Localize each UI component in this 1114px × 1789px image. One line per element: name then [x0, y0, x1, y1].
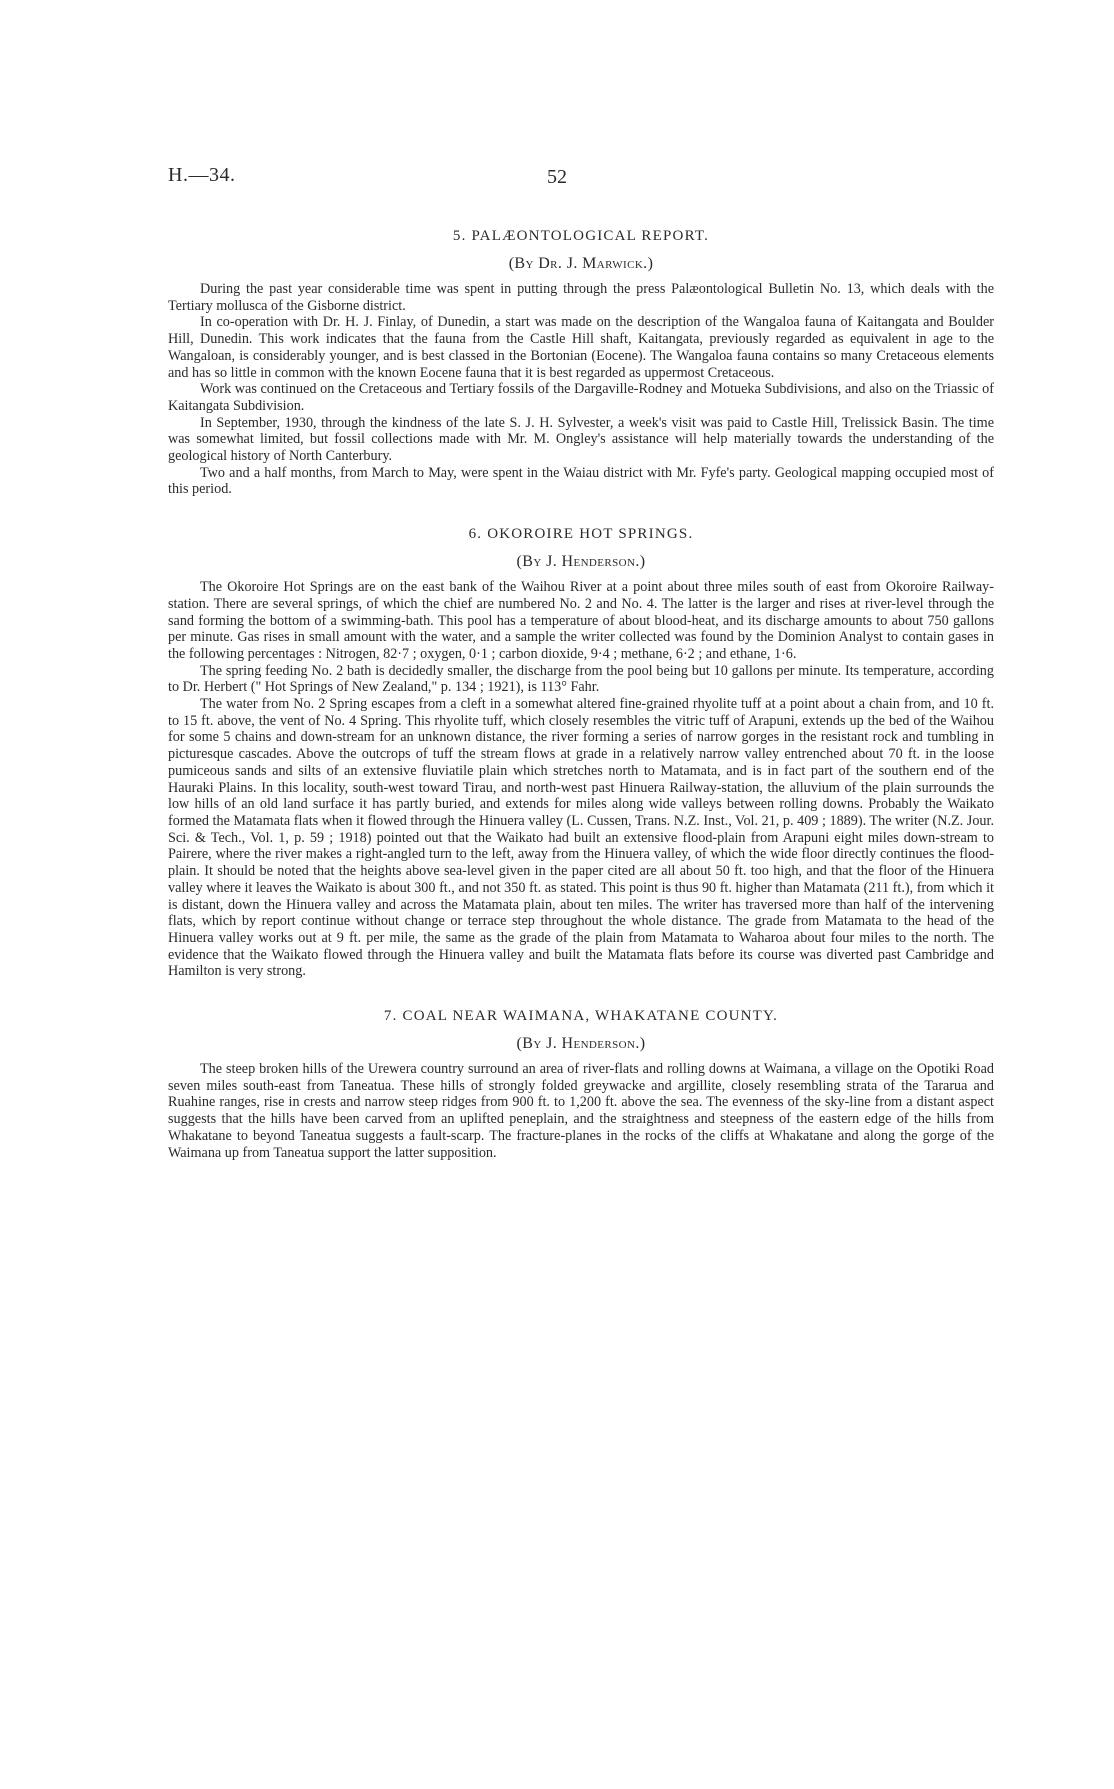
page-header — [0, 164, 1114, 194]
section-title: 6. OKOROIRE HOT SPRINGS. — [468, 526, 694, 543]
paragraph: The steep broken hills of the Urewera country surround an area of river-flats and rolling downs at Waimana, a village on the Opotiki Road seven miles south-east from Taneatua. These hills of strongly folded greywacke and argillite, closely resembling strata of the Tararua and Ruahine ranges, rise in crests and narrow steep ridges from 900 ft. to 1,200 ft. above the sea. The evenness of the sky-line from a distant aspect suggests that the hills have been carved from an uplifted peneplain, and the straightness and steepness of the eastern edge of the hills from Whakatane to beyond Taneatua suggests a fault-scarp. The fracture-planes in the rocks of the cliffs at Whakatane and along the gorge of the Waimana up from Taneatua support the latter supposition. — [168, 1061, 994, 1161]
section-author: (By Dr. J. Marwick.) — [508, 255, 654, 272]
page-body — [168, 228, 994, 1189]
section-okoroire-hot-springs — [168, 526, 994, 980]
section-author: (By J. Henderson.) — [516, 1035, 646, 1053]
section-title: 7. COAL NEAR WAIMANA, WHAKATANE COUNTY. — [383, 1008, 779, 1025]
paragraph: Work was continued on the Cretaceous and Tertiary fossils of the Dargaville-Rodney and Motueka Subdivisions, and also on the Triassic of Kaitangata Subdivision. — [168, 381, 994, 414]
paragraph: Two and a half months, from March to May, were spent in the Waiau district with Mr. Fyfe's party. Geological mapping occupied most of this period. — [168, 464, 994, 498]
paragraph: During the past year considerable time was spent in putting through the press Palæontological Bulletin No. 13, which deals with the Tertiary mollusca of the Gisborne district. — [168, 281, 994, 314]
page-number: 52 — [547, 166, 567, 188]
paragraph: In co-operation with Dr. H. J. Finlay, of Dunedin, a start was made on the description of the Wangaloa fauna of Kaitangata and Boulder Hill, Dunedin. This work indicates that the fauna from the Castle Hill shaft, Kaitangata, previously regarded as equivalent in age to the Wangaloan, is considerably younger, and is best classed in the Bortonian (Eocene). The Wangaloa fauna contains so many Cretaceous elements and has so little in common with the known Eocene fauna that it is best regarded as uppermost Cretaceous. — [168, 314, 994, 381]
section-author: (By J. Henderson.) — [516, 553, 646, 571]
paragraph: The spring feeding No. 2 bath is decidedly smaller, the discharge from the pool being but 10 gallons per minute. Its temperature, according to Dr. Herbert (" Hot Springs of New Zealand," p. 134 ; 1921), is 113° Fahr. — [168, 662, 994, 696]
section-palaeontological-report — [168, 228, 994, 498]
section-coal-near-waimana — [168, 1008, 994, 1161]
section-title: 5. PALÆONTOLOGICAL REPORT. — [452, 228, 710, 244]
paragraph: In September, 1930, through the kindness of the late S. J. H. Sylvester, a week's visit was paid to Castle Hill, Trelissick Basin. The time was somewhat limited, but fossil collections made with Mr. M. Ongley's assistance will help materially towards the understanding of the geological history of North Canterbury. — [168, 414, 994, 465]
paragraph: The Okoroire Hot Springs are on the east bank of the Waihou River at a point about three miles south of east from Okoroire Railway-station. There are several springs, of which the chief are numbered No. 2 and No. 4. The latter is the larger and rises at river-level through the sand forming the bottom of a swimming-bath. This pool has a temperature of about blood-heat, and its discharge amounts to about 750 gallons per minute. Gas rises in small amount with the water, and a sample the writer collected was found by the Dominion Analyst to contain gases in the following percentages : Nitrogen, 82·7 ; oxygen, 0·1 ; carbon dioxide, 9·4 ; methane, 6·2 ; and ethane, 1·6. — [168, 579, 994, 662]
paragraph: The water from No. 2 Spring escapes from a cleft in a somewhat altered fine-grained rhyolite tuff at a point about a chain from, and 10 ft. to 15 ft. above, the vent of No. 4 Spring. This rhyolite tuff, which closely resembles the vitric tuff of Arapuni, extends up the bed of the Waihou for some 5 chains and down-stream for an unknown distance, the river forming a series of narrow gorges in the resistant rock and tumbling in picturesque cascades. Above the outcrops of tuff the stream flows at grade in a relatively narrow valley entrenched about 70 ft. in the loose pumiceous sands and silts of an extensive fluviatile plain which stretches north to Matamata, and is in fact part of the southern end of the Hauraki Plains. In this locality, south-west toward Tirau, and north-west past Hinuera Railway-station, the alluvium of the plain surrounds the low hills of an old land surface it has partly buried, and extends for miles along wide valleys between rolling downs. Probably the Waikato formed the Matamata flats when it flowed through the Hinuera valley (L. Cussen, Trans. N.Z. Inst., Vol. 21, p. 409 ; 1889). The writer (N.Z. Jour. Sci. & Tech., Vol. 1, p. 59 ; 1918) pointed out that the Waikato had built an extensive flood-plain from Arapuni eight miles down-stream to Pairere, where the river makes a right-angled turn to the left, away from the Hinuera valley, of which the wide floor directly continues the flood-plain. It should be noted that the heights above sea-level given in the paper cited are all about 50 ft. too high, and that the floor of the Hinuera valley where it leaves the Waikato is about 300 ft., and not 350 ft. as stated. This point is thus 90 ft. higher than Matamata (211 ft.), from which it is distant, down the Hinuera valley and across the Matamata plain, about ten miles. The writer has traversed more than half of the intervening flats, which by report continue without change or terrace step throughout the whole distance. The grade from Matamata to the head of the Hinuera valley works out at 9 ft. per mile, the same as the grade of the plain from Matamata to Waharoa about four miles to the north. The evidence that the Waikato flowed through the Hinuera valley and built the Matamata flats before its course was diverted past Cambridge and Hamilton is very strong. — [168, 696, 994, 980]
page-reference: H.—34. — [168, 164, 236, 186]
